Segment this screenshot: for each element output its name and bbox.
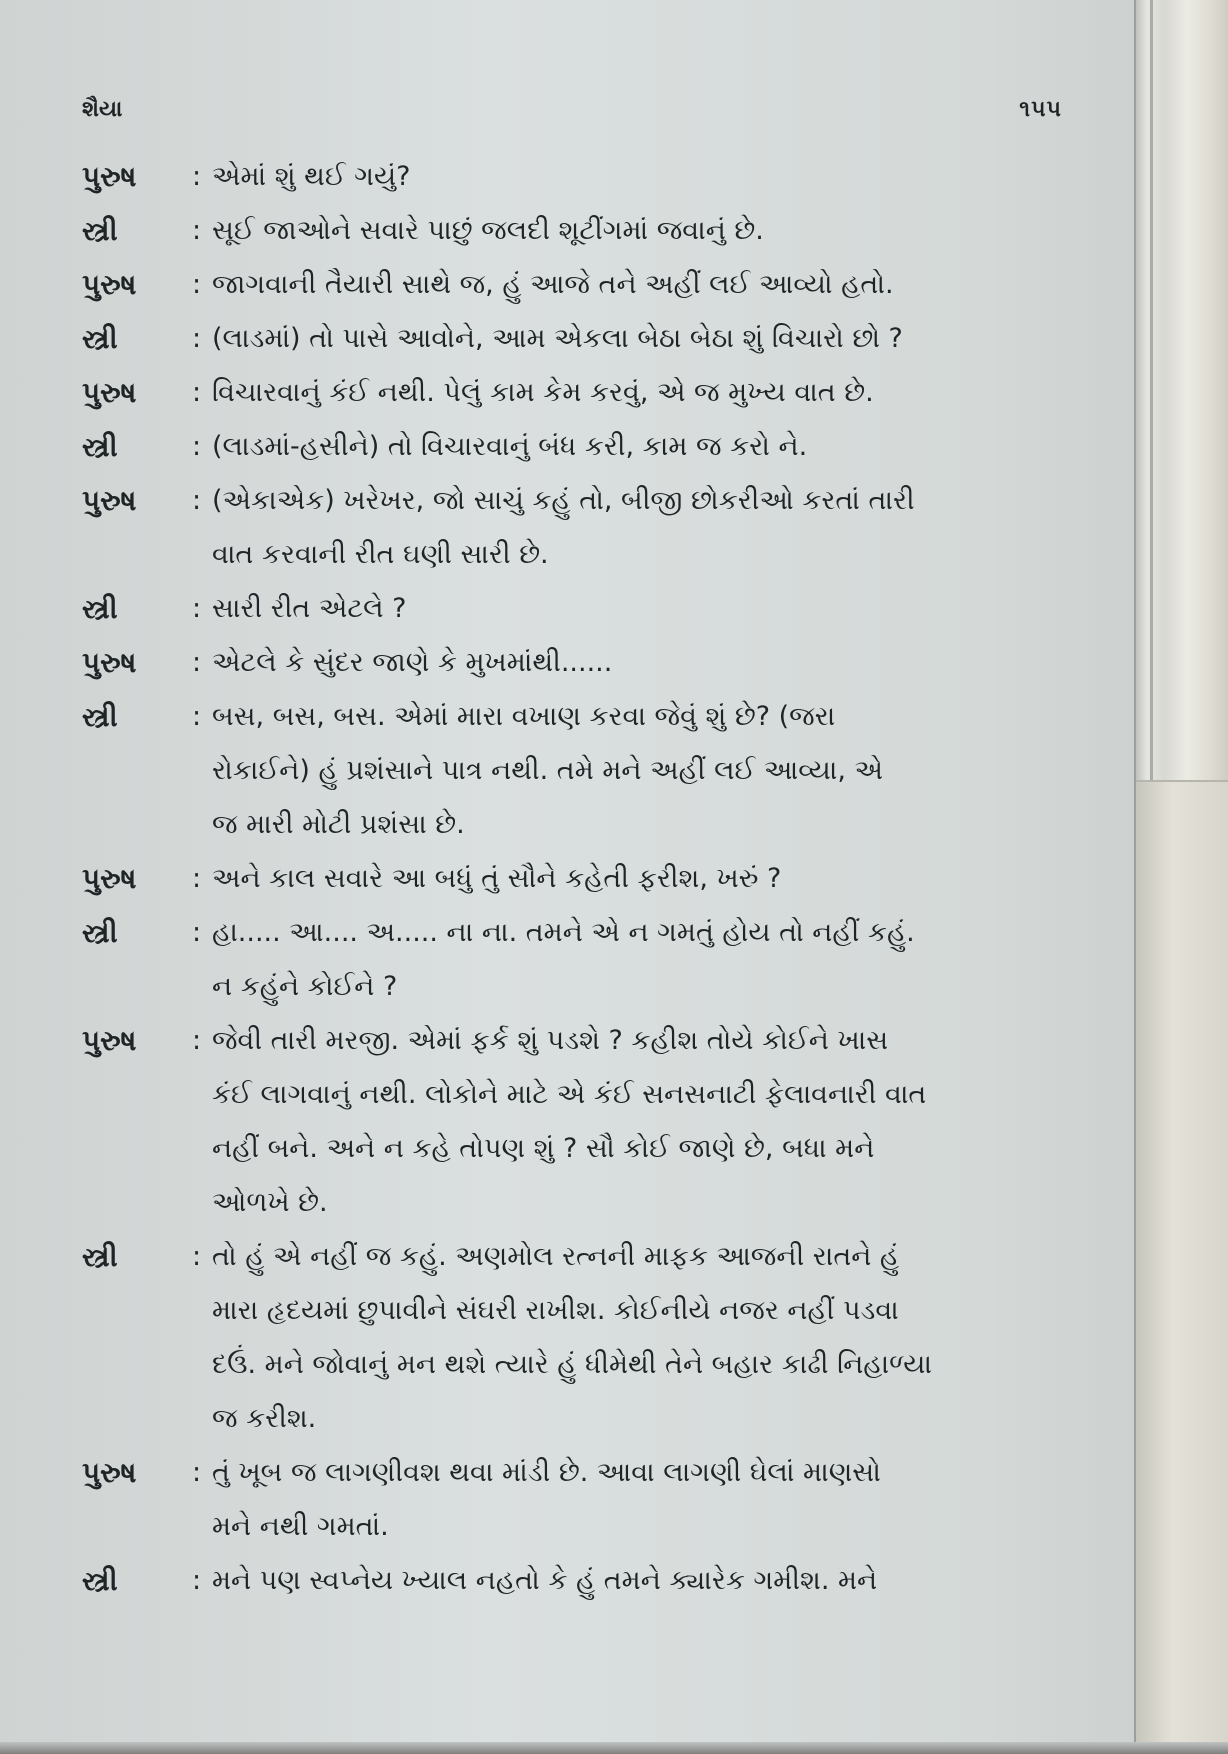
dialogue-line: દઉં. મને જોવાનું મન થશે ત્યારે હું ધીમેથી તેને બહાર કાઢી નિહાળ્યા	[212, 1349, 932, 1380]
dialogue-entry	[82, 420, 1062, 474]
speaker-colon: :	[192, 647, 202, 678]
dialogue-line: મારા હૃદયમાં છુપાવીને સંઘરી રાખીશ. કોઈનીયે નજર નહીં પડવા	[212, 1295, 899, 1326]
dialogue-line: રોકાઈને) હું પ્રશંસાને પાત્ર નથી. તમે મને અહીં લઈ આવ્યા, એ	[212, 755, 884, 786]
dialogue-entry	[82, 474, 1062, 582]
speaker-label: સ્ત્રી	[82, 322, 118, 355]
dialogue-line: વાત કરવાની રીત ઘણી સારી છે.	[212, 539, 549, 570]
dialogue-entry	[82, 1230, 1062, 1446]
dialogue-text	[212, 258, 1062, 312]
speaker-label: સ્ત્રી	[82, 592, 118, 625]
dialogue-line: (એકાએક) ખરેખર, જો સાચું કહું તો, બીજી છોકરીઓ કરતાં તારી	[212, 485, 915, 516]
speaker-colon: :	[192, 917, 202, 948]
dialogue-line: બસ, બસ, બસ. એમાં મારા વખાણ કરવા જેવું શું છે? (જરા	[212, 701, 836, 732]
dialogue-entry	[82, 258, 1062, 312]
speaker-label: પુરુષ	[82, 268, 137, 301]
speaker-colon: :	[192, 1025, 202, 1056]
speaker-label: સ્ત્રી	[82, 214, 118, 247]
speaker-label: પુરુષ	[82, 1024, 137, 1057]
dialogue-line: સારી રીત એટલે ?	[212, 593, 407, 624]
dialogue-entry	[82, 150, 1062, 204]
speaker-label: સ્ત્રી	[82, 1240, 118, 1273]
dialogue-line: અને કાલ સવારે આ બધું તું સૌને કહેતી ફરીશ, ખરું ?	[212, 863, 782, 894]
speaker-label: પુરુષ	[82, 160, 137, 193]
dialogue-line: તું ખૂબ જ લાગણીવશ થવા માંડી છે. આવા લાગણી ઘેલાં માણસો	[212, 1457, 881, 1488]
speaker-colon: :	[192, 1457, 202, 1488]
adjacent-page-edges	[1134, 0, 1228, 1754]
speaker-colon: :	[192, 161, 202, 192]
dialogue-line: જ મારી મોટી પ્રશંસા છે.	[212, 809, 465, 840]
dialogue-text	[212, 1446, 1062, 1554]
dialogue-entry	[82, 1554, 1062, 1608]
dialogue-line: એમાં શું થઈ ગયું?	[212, 161, 411, 192]
speaker-label: પુરુષ	[82, 862, 137, 895]
dialogue-text	[212, 690, 1062, 852]
speaker-colon: :	[192, 593, 202, 624]
dialogue-entry	[82, 312, 1062, 366]
dialogue-line: ન કહુંને કોઈને ?	[212, 971, 398, 1002]
speaker-label: પુરુષ	[82, 1456, 137, 1489]
dialogue-text	[212, 1554, 1062, 1608]
dialogue-body	[82, 150, 1062, 1608]
dialogue-line: તો હું એ નહીં જ કહું. અણમોલ રત્નની માફક આજની રાતને હું	[212, 1241, 900, 1272]
dialogue-entry	[82, 906, 1062, 1014]
dialogue-text	[212, 204, 1062, 258]
dialogue-text	[212, 1014, 1062, 1230]
dialogue-text	[212, 474, 1062, 582]
dialogue-line: કંઈ લાગવાનું નથી. લોકોને માટે એ કંઈ સનસનાટી ફેલાવનારી વાત	[212, 1079, 927, 1110]
dialogue-text	[212, 150, 1062, 204]
speaker-colon: :	[192, 215, 202, 246]
dialogue-line: જેવી તારી મરજી. એમાં ફર્ક શું પડશે ? કહીશ તોયે કોઈને ખાસ	[212, 1025, 889, 1056]
speaker-colon: :	[192, 863, 202, 894]
speaker-label: પુરુષ	[82, 376, 137, 409]
speaker-label: પુરુષ	[82, 484, 137, 517]
dialogue-line: નહીં બને. અને ન કહે તોપણ શું ? સૌ કોઈ જાણે છે, બધા મને	[212, 1133, 875, 1164]
dialogue-line: મને નથી ગમતાં.	[212, 1511, 389, 1542]
dialogue-text	[212, 582, 1062, 636]
speaker-label: સ્ત્રી	[82, 430, 118, 463]
dialogue-text	[212, 366, 1062, 420]
dialogue-entry	[82, 1014, 1062, 1230]
dialogue-line: જ કરીશ.	[212, 1403, 317, 1434]
running-title: શૈયા	[82, 96, 123, 122]
page-number: ૧૫૫	[1019, 96, 1062, 122]
speaker-colon: :	[192, 323, 202, 354]
dialogue-text	[212, 312, 1062, 366]
dialogue-line: (લાડમાં) તો પાસે આવોને, આમ એકલા બેઠા બેઠા શું વિચારો છો ?	[212, 323, 903, 354]
speaker-colon: :	[192, 1241, 202, 1272]
page-header	[82, 96, 1062, 136]
dialogue-entry	[82, 690, 1062, 852]
speaker-label: સ્ત્રી	[82, 700, 118, 733]
speaker-colon: :	[192, 485, 202, 516]
dialogue-line: ઓળખે છે.	[212, 1187, 328, 1218]
speaker-colon: :	[192, 377, 202, 408]
speaker-label: સ્ત્રી	[82, 916, 118, 949]
dialogue-text	[212, 852, 1062, 906]
dialogue-text	[212, 636, 1062, 690]
dialogue-entry	[82, 204, 1062, 258]
speaker-label: પુરુષ	[82, 646, 137, 679]
dialogue-entry	[82, 582, 1062, 636]
dialogue-line: મને પણ સ્વપ્નેય ખ્યાલ નહતો કે હું તમને ક્યારેક ગમીશ. મને	[212, 1565, 878, 1596]
dialogue-text	[212, 906, 1062, 1014]
speaker-colon: :	[192, 1565, 202, 1596]
dialogue-line: (લાડમાં-હસીને) તો વિચારવાનું બંધ કરી, કામ જ કરો ને.	[212, 431, 808, 462]
dialogue-line: જાગવાની તૈયારી સાથે જ, હું આજે તને અહીં લઈ આવ્યો હતો.	[212, 269, 894, 300]
speaker-label: સ્ત્રી	[82, 1564, 118, 1597]
dialogue-entry	[82, 1446, 1062, 1554]
bottom-page-edge	[0, 1742, 1228, 1754]
speaker-colon: :	[192, 701, 202, 732]
dialogue-line: વિચારવાનું કંઈ નથી. પેલું કામ કેમ કરવું, એ જ મુખ્ય વાત છે.	[212, 377, 874, 408]
speaker-colon: :	[192, 431, 202, 462]
dialogue-entry	[82, 852, 1062, 906]
dialogue-text	[212, 420, 1062, 474]
dialogue-entry	[82, 636, 1062, 690]
dialogue-line: એટલે કે સુંદર જાણે કે મુખમાંથી......	[212, 647, 613, 678]
speaker-colon: :	[192, 269, 202, 300]
dialogue-line: સૂઈ જાઓને સવારે પાછું જલદી શૂટીંગમાં જવાનું છે.	[212, 215, 764, 246]
dialogue-line: હા..... આ.... અ..... ના ના. તમને એ ન ગમતું હોય તો નહીં કહું.	[212, 917, 915, 948]
dialogue-entry	[82, 366, 1062, 420]
dialogue-text	[212, 1230, 1062, 1446]
